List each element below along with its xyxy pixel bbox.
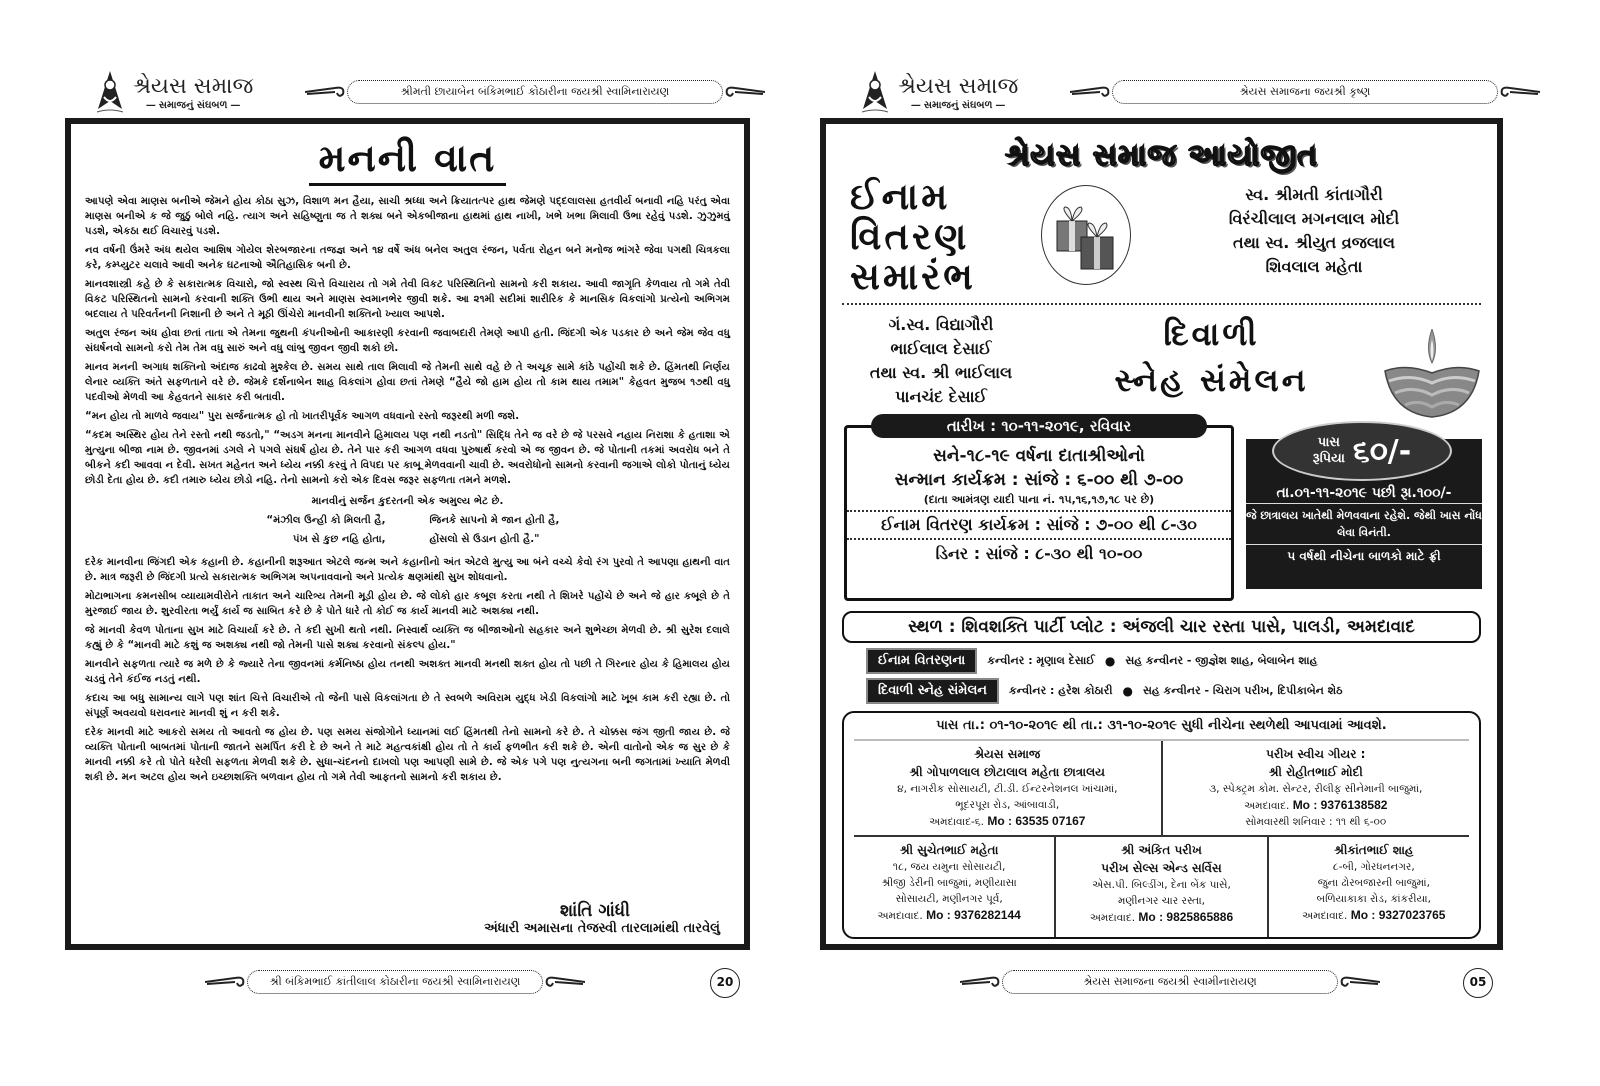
logo-title: શ્રેયસ સમાજ [898,73,1019,99]
location-name: શ્રી રોહીતભાઈ મોદી [1268,765,1363,779]
location-mobile: Mo : 9327023765 [1350,908,1446,922]
logo-emblem-icon [95,69,125,115]
author-signature [484,901,720,936]
location-hours: સોમવારથી શનિવાર : ૧૧ થી ૬-૦૦ [1245,816,1387,828]
article-paragraph: માનવ મનની અગાધ શક્તિનો અંદાજ કાઢવો મુશ્કેલ છે. સમય સાથે તાલ મિલાવી જે તેમની સાથે વહે છે તે અચૂક સામે કાંઠે પહોંચી શકે છે. હિંમતથી નિર્ણય લેનાર વ્યક્તિ અંતે સફળતાને વરે છે. જેમકે દર્શનાબેન શાહ વિકલાંગ હોવા છતાં તેમણે “હૈયે જો હામ હોય તો કામ થાય તમામ" કેહવત મુજબ ૧૭થી વધુ પદવીઓ મેળવી આ કેહવતને સાકાર કરી બતાવી. [85,362,730,403]
location-name: શ્રી સુચેતભાઈ મહેતા [899,843,999,857]
bullet-icon: ● [1104,654,1116,668]
flourish-right-icon [543,974,585,990]
article-paragraph: “કદમ અસ્થિર હોય તેને રસ્તો નથી જડતો," “અડગ મનના માનવીને હિમાલય પણ નથી નડતો" સિદ્ધિ તેને જ વરે છે જે પરસવે નહાય નિરાશા કે હતાશા એ મુત્યુના બીજા નામ છે. જીવનમાં ડગલે ને પગલે સંઘર્ષ હોય છે. તેને પાર કરી આગળ વધવા પુરુષાર્થ કરવો એ જ જીવન છે. જે પોતાની તકમાં અવરોધ બને તે બીકને કદી આવવા ન દેવી. સખત મહેનત અને ધ્યેય નક્કી કરવું તે વિપદા પર કાબૂ મેળવવાની ચાવી છે. અવરોધોનો સામનો કરવાની જગાએ લોકો પોતાનું ધ્યેય છોડી દેતા હોય છે. કદી તમારુ ધ્યેય છોડો નહિ. તેનો સામનો કરો એક દિવસ જરૂર સફળતા તમને મળશે. [85,430,730,486]
convener-name: કન્વીનર : મૃણાલ દેસાઈ [987,654,1095,667]
venue: સ્થળ : શિવશક્તિ પાર્ટી પ્લોટ : અંજલી ચાર રસ્તા પાસે, પાલડી, અમદાવાદ [842,611,1481,643]
author-name: શાંતિ ગાંધી [560,901,630,921]
co-convener-names: સહ કન્વીનર - જીજ્ઞેશ શાહ, બેલાબેન શાહ [1125,654,1318,667]
bullet-icon: ● [1122,684,1133,698]
location-address: અમદાવાદ-૬. [929,816,985,828]
flourish-left-icon [305,84,347,100]
location-city: અમદાવાદ. [1302,910,1348,922]
schedule-line: સને-૧૮-૧૯ વર્ષના દાતાશ્રીઓનો [933,446,1145,466]
shreyas-samaj-logo [95,69,295,115]
flourish-right-icon [723,84,765,100]
location-address: ૧૮, જય યમુના સોસાયટી, [892,861,1006,873]
children-free-note: ૫ વર્ષથી નીચેના બાળકો માટે ફ્રી [1287,549,1441,563]
convener-name: કન્વીનર : હરેશ કોઠારી [1008,684,1113,697]
location-name: શ્રીકાંતભાઈ શાહ [1334,843,1414,857]
prize-distribution-title [826,177,1041,297]
memorial-line: ભાઈલાલ દેસાઈ [890,339,992,358]
article-paragraph: નવ વર્ષની ઉંમરે અંધ થયેલ આશિષ ગોયેલ શેરબજારના તજજ્ઞ અને ૧૪ વર્ષે અંધ બનેલ અતુલ રંજન, પર્વતા રોહન બને મનોજ ભાંગરે જેવા પગથી ચિત્રકલા કરે, કમ્પ્યુટર ચલાવે આવી અનેક ઘટનાઓ ઐતિહાસિક બની છે. [85,245,730,271]
schedule-note: (દાતા આમંત્રણ યાદી પાના નં. ૧૫,૧૬,૧૭,૧૮ પર છે) [923,493,1155,506]
header-banner [305,80,765,104]
article-frame [65,118,750,950]
diwali-sneh-sammelan-title [1056,311,1367,421]
page-header [860,62,1540,122]
location-address: સોસાયટી, મણીનગર પૂર્વ, [895,893,1003,905]
poem-line: જિનકે સાપનો મે જાન હોતી હૈ, [429,515,560,526]
header-banner-text: શ્રેયસ સમાજના જયશ્રી કૃષ્ણ [1112,80,1498,104]
diya-lamp-icon [1367,311,1497,421]
article-paragraph: અતુલ રંજન અંધ હોવા છતાં તાતા એ તેમના જુથની કંપનીઓની આકારણી કરવાની જવાબદારી તેમણે આપી હતી. જિંદગી એક પડકાર છે અને જેમ જેવ વધુ સંઘર્ષનવો સામનો કરો તેમ તેમ વધુ સારું અને વધુ લાંબુ જીવન જીવી શકો છો. [85,328,730,354]
footer-banner [205,962,585,1002]
location-address: એસ.પી. બિલ્ડીંગ, દેના બેંક પાસે, [1092,879,1231,891]
schedule-line: ડિનર : સાંજે : ૮-૩૦ થી ૧૦-૦૦ [935,544,1143,563]
schedule-line: ઈનામ વિતરણ કાર્યક્રમ : સાંજે : ૭-૦૦ થી ૮-૩૦ [847,510,1231,540]
flourish-left-icon [205,974,247,990]
memorial-line: સ્વ. શ્રીમતી કાંતાગૌરી [1245,185,1383,204]
distribution-location [844,837,1054,937]
dotted-divider [842,303,1481,305]
flourish-left-icon [960,974,1002,990]
convener-row [866,649,1479,673]
article-paragraph: માનવીને સફળતા ત્યારે જ મળે છે કે જ્યારે તેના જીવનમાં કર્મનિષ્ઠા હોય તનથી અશક્ત માનવી મનથી શક્ત હોય તો પછી તે ગિરનાર હોય કે હિમાલય હોય ચડવું તેને કંઈજ નડતું નથી. [85,659,730,685]
late-price: તા.૦૧-૧૧-૨૦૧૯ પછી રૂા.૧૦૦/- [1246,485,1482,504]
poem-intro: માનવીનું સર્જન કુદરતની એક અમુલ્ય ભેટ છે. [311,496,504,507]
logo-subtitle: — સમાજનું સંઘબળ — [143,100,243,111]
poem-line: “મંઝીલ ઉન્હી કો મિલતી હૈ, [266,515,386,526]
article-paragraph: “મન હોય તો માળવે જવાય" પુરા સર્જનાત્મક હો તો ખાતરીપૂર્વક આગળ વધવાનો રસ્તો જરૂરથી મળી જશે. [85,411,520,422]
page-header [95,62,765,122]
distribution-heading: પાસ તા.: ૦૧-૧૦-૨૦૧૯ થી તા.: ૩૧-૧૦-૨૦૧૯ સુધી નીચેના સ્થળેથી આપવામાં આવશે. [854,713,1469,741]
memorial-dedication-1 [1131,177,1497,297]
article-paragraph: દરેક માનવી માટે આકરો સમય તો આવતો જ હોય છે. પણ સમય સંજોગોને ધ્યાનમાં લઈ હિંમતથી તેનો સામનો કરે છે. તે ચોક્કસ જંગ જીતી જાય છે. જે વ્યક્તિ પોતાની બાબતમાં પોતાની જાતને સમર્પિત કરી દે છે અને તે માટે મહત્વકાંક્ષી હોય તો તે કાર્ય ફળભીત કરી શકે છે. એની વાતોનો એક જ સુર છે કે માનવી નક્કી કરે તો પોતે ધરેલી સફળતા મેળવી શકે છે. સુધા-ચંદનનો દાખલો પણ આપણી સામે છે. જે એક પગે પણ નુત્યગના બની જગતામાં ખ્યાતિ મેળવી શકી છે. મન અટલ હોય અને ઇચ્છાશક્તિ બળવાન હોય તો ગમે તેવી આફતનો સામનો કરી શકાય છે. [85,727,730,783]
location-address: અમદાવાદ. [1244,800,1290,812]
location-name: શ્રી ગોપાળલાલ છોટાલાલ મહેતા છાત્રાલય [909,765,1105,779]
distribution-location [1267,837,1479,937]
right-page [820,0,1600,1086]
memorial-line: તથા સ્વ. શ્રી ભાઈલાલ [869,363,1013,382]
left-page [0,0,790,1086]
co-convener-names: સહ કન્વીનર - ચિરાગ પરીખ, દિપીકાબેન શેઠ [1142,684,1343,697]
convener-row [866,679,1479,703]
pass-label: રૂપિયા [1312,451,1345,466]
location-address: ૪, નાગરીક સોસાયટી, ટી.ડી. ઈન્ટરનેશનલ ખાંચામાં, [897,783,1118,795]
convener-tag: ઈનામ વિતરણના [866,648,977,674]
article-title: મનની વાત [309,136,507,186]
distribution-location [854,741,1163,835]
location-address: ૩, સ્પેક્ટ્રમ કોમ. સેન્ટર, રીલીફ સીનેમાની બાજુમાં, [1209,783,1423,795]
distribution-location [1054,837,1266,937]
location-city: અમદાવાદ. [1089,912,1136,924]
pass-distribution-box [842,711,1481,939]
location-name: પરીખ સેલ્સ એન્ડ સર્વિસ [1101,861,1222,875]
article-paragraph: દરેક માનવીના જિંગદી એક કહાની છે. કહાનીની શરૂઆત એટલે જન્મ અને કહાનીનો અંત એટલે મુત્યુ આ બંને વચ્ચે કેવો રંગ પુરવો તે આપણા હાથની વાત છે. માત્ર જરૂરી છે જિંદગી પ્રત્યે સકારાત્મક અભિગમ અપનાવવાનો અને પ્રત્યેક ક્ષણમાંથી સુખ શોધવાનો. [85,557,730,583]
location-name: શ્રી અંકિત પરીખ [1121,843,1202,857]
event-flyer-frame [820,118,1503,950]
poem-block [85,492,730,549]
header-banner [1070,80,1540,104]
location-mobile: Mo : 9825865886 [1138,910,1234,924]
article-paragraph: મોટાભાગના કમનસીબ વ્યાયામવીરોને તાકાત અને ચારિત્ર્ય તેમની મૂડી હોય છે. જે લોકો હાર કબૂલ કરતા નથી તે શિખરે પહોંચે છે અને જે હાર કબૂલે છે તે મુરજાઈ જાય છે. શુરવીરતા ભર્યું કાર્ય જ સાબિત કરે છે કે પોતે ધારે તો કોઈ જ કાર્ય માનવી માટે અશક્ય નથી. [85,591,730,617]
memorial-line: શિવલાલ મહેતા [1265,257,1363,276]
poem-line: પંખ સે કુછ નહિ હોતા, [292,534,386,545]
location-address: શ્રીજી ડેરીની બાજુમાં, મણીયાસા [881,877,1017,889]
schedule-line: સન્માન કાર્યક્રમ : સાંજે : ૬-૦૦ થી ૭-૦૦ [894,470,1184,490]
title-line: ઈનામ [850,175,951,218]
pass-price-box [1246,433,1482,589]
author-source: અંધારી અમાસના તેજસ્વી તારલામાંથી તારવેલું [484,921,720,936]
pass-price-badge [1272,421,1452,481]
header-banner-text: શ્રીમતી છાયાબેન બંકિમભાઈ કોઠારીના જયશ્રી સ્વામિનારાયણ [347,80,723,104]
article-paragraph: આપણે એવા માણસ બનીએ જેમને હોય કોઠા સુઝ, વિશાળ મન હૈયા, સાચી શ્રધ્ધા અને ક્રિયાતત્પર હાથ જેમણે પદ્દલાલસા હતવીર્ય બનાવી નહિ પરંતુ એવા માણસ બનીએ ક જે જુઠું બોલે નહિ. ત્યાગ અને સહિષ્ણુતા જ તે શક્ય બને એકબીજાના હાથમાં હાથ નાખી, ખભે ખભા મિલાવી ઉભા રહેવું પડશે. ઝુઝુમવું પડશે, એકઠા થઈ વિચારવું પડશે. [85,196,730,237]
article-paragraph: કદાચ આ બધુ સામાન્ય લાગે પણ શાંત ચિત્તે વિચારીએ તો જેની પાસે વિકલાંગતા છે તે સ્વબળે અવિરામ યુદ્ધ ખેડી વિકલાંગો માટે ખૂબ કામ કરી રહ્યા છે. તો સંપૂર્ણ અવયવો ધરાવનાર માનવી શું ન કરી શકે. [85,693,730,719]
location-address: ભૂદરપૂરા રોડ, આંબાવાડી, [955,799,1060,811]
footer-banner-text: શ્રી બંકિમભાઈ કાંતીલાલ કોઠારીના જયશ્રી સ્વામિનારાયણ [247,970,543,994]
memorial-line: વિરંચીલાલ મગનલાલ મોદી [1228,209,1400,228]
location-name: શ્રેયસ સમાજ [974,747,1041,761]
logo-emblem-icon [860,69,890,115]
title-line: સમારંભ [850,255,976,298]
memorial-line: તથા સ્વ. શ્રીયુત વ્રજલાલ [1232,233,1396,252]
organizer-title: શ્રેયસ સમાજ આયોજીત [1004,138,1319,173]
article-body [71,186,744,785]
article-paragraph: માનવશાસ્ત્રી કહે છે કે સકારાત્મક વિચારો, જો સ્વસ્થ ચિત્તે વિચારાય તો ગમે તેવી વિકટ પરિસ્થિતિનો સામનો કરી શકાય. આવી જાગૃતિ કેળવાય તો ગમે તેવી વિકટ પરિસ્થિતનો સામનો કરવાની શક્તિ ઉભી થાય અને માણસ સ્વમાનભેર જીવી શકે. આ ૨૧મી સદીમાં શારીરિક કે માનસિક વિકલાંગો પ્રત્યેનો અભિગમ બદલાય તે પરિવર્તનની નિશાની છે અને તે મૂઠી ઊંચેરો માનવીની શક્તિનો ખ્યાલ આપશે. [85,279,730,320]
footer-banner-text: શ્રેયસ સમાજના જયશ્રી સ્વામીનારાયણ [1002,970,1338,994]
title-line: વિતરણ [850,215,970,258]
page-number: 05 [1463,968,1493,998]
article-paragraph: જે માનવી કેવળ પોતાના સુખ માટે વિચાર્યા કરે છે. તે કદી સુખી થતો નથી. નિસ્વાર્થ વ્યક્તિ જ બીજાઓનો સહકાર અને શુભેચ્છા મેળવી છે. શ્રી સુરેશ દલાલે કહ્યું છે કે “માનવી માટે કશું જ અશક્ય નથી જો તેમની પાસે શક્ય કરવાનો સંકલ્પ હોય." [85,625,730,651]
logo-title: શ્રેયસ સમાજ [133,73,254,99]
location-address: બળિયાકાકા રોડ, કાંકરીયા, [1316,893,1431,905]
title-line: સ્નેહ સંમેલન [1114,361,1309,399]
logo-subtitle: — સમાજનું સંઘબળ — [908,100,1008,111]
pass-note: જે છાત્રાલય ખાતેથી મેળવવાના રહેશે. જેથી ખાસ નોંધ લેવા વિનંતી. [1246,504,1482,545]
title-line: દિવાળી [1163,315,1260,353]
flourish-right-icon [1498,84,1540,100]
location-city: અમદાવાદ. [877,910,923,922]
pass-amount: ૬૦/- [1352,433,1412,469]
memorial-line: પાનચંદ દેસાઈ [895,387,987,406]
shreyas-samaj-logo [860,69,1060,115]
event-schedule [844,417,1234,601]
memorial-line: ગં.સ્વ. વિદ્યાગૌરી [888,315,994,334]
poem-line: હોંસલો સે ઉડાન હોતી હૈ." [429,534,540,545]
gift-box-icon [1041,185,1131,285]
event-date: તારીખ : ૧૦-૧૧-૨૦૧૯, રવિવાર [871,414,1207,438]
location-mobile: Mo : 63535 07167 [987,814,1086,828]
convener-tag: દિવાળી સ્નેહ સંમેલન [866,678,999,704]
location-mobile: Mo : 9376282144 [926,908,1021,922]
page-number: 20 [710,968,740,998]
location-mobile: Mo : 9376138582 [1292,798,1388,812]
location-address: ૮-બી, ગોરધનનગર, [1332,861,1415,873]
distribution-location [1163,741,1470,835]
footer-banner [960,962,1380,1002]
memorial-dedication-2 [826,311,1056,421]
flourish-left-icon [1070,84,1112,100]
location-name: પરીખ સ્વીચ ગીયર : [1266,747,1366,761]
location-address: મણીનગર ચાર રસ્તા, [1117,895,1206,907]
location-address: જુના ઢોરબજારની બાજુમાં, [1317,877,1430,889]
flourish-right-icon [1338,974,1380,990]
pass-label: પાસ [1317,435,1340,450]
